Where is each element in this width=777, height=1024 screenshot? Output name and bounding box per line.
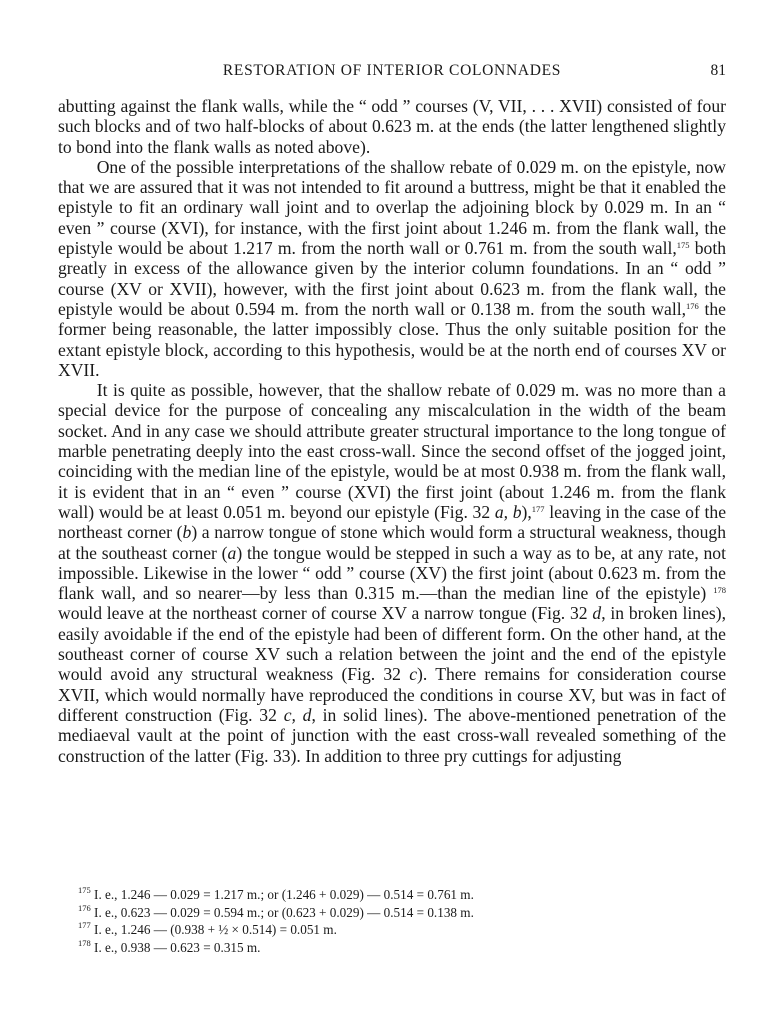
running-title: RESTORATION OF INTERIOR COLONNADES [222, 62, 562, 79]
italic-text: c [409, 664, 418, 685]
footnote-text: I. e., 1.246 — 0.029 = 1.217 m.; or (1.246 + 0.029) — 0.514 = 0.761 m. [90, 887, 474, 902]
body-text [58, 96, 726, 766]
footnote [78, 904, 698, 922]
footnote-text: I. e., 0.938 — 0.623 = 0.315 m. [90, 939, 261, 955]
footnote-ref: 177 [531, 503, 545, 514]
footnote-number: 177 [78, 920, 91, 930]
italic-text: d [592, 603, 602, 624]
footnotes [78, 886, 698, 956]
text-run: ) the tongue would be stepped in such a way as to be, at any rate, not impossible. Likewise in the lower “ odd ” course (XV) the first joint (about 0.623 m. from the flank wall, and so nearer—by less than 0.315 m.—than the median line of the epistyle) [58, 542, 726, 604]
footnote-text: I. e., 1.246 — (0.938 + ½ × 0.514) = 0.051 m. [90, 922, 337, 937]
page-number: 81 [710, 62, 726, 79]
italic-text: b [182, 522, 192, 543]
footnote [78, 939, 698, 957]
footnote [78, 921, 698, 939]
footnote-number: 176 [78, 902, 91, 913]
footnote-ref: 176 [686, 300, 699, 311]
footnote-number: 178 [78, 937, 91, 948]
paragraph-p3 [58, 380, 726, 766]
page-header [58, 62, 726, 84]
text-run: ) a narrow tongue of stone which would form a structural weakness, though at the southeast corner ( [58, 522, 726, 563]
text-run: leaving in the case of the northeast corner ( [58, 501, 727, 543]
text-run: ), [521, 501, 532, 522]
text-run: , in solid lines). The above-mentioned penetration of the mediaeval vault at the point of junction with the east cross-wall revealed something of the construction of the latter (Fig. 33). In addition to three pry cuttings for adjusting [58, 704, 727, 766]
text-run: One of the possible interpretations of the shallow rebate of 0.029 m. on the epistyle, now that we are assured that it was not intended to fit around a buttress, might be that it enabled the epistyle to fit an ordinary wall joint and to overlap the adjoining block by 0.029 m. In an “ even ” course (XVI), for instance, with the first joint about 1.246 m. from the flank wall, the epistyle would be about 1.217 m. from the north wall or 0.761 m. from the south wall, [58, 156, 726, 259]
text-run: both greatly in excess of the allowance given by the interior column foundations. In an “ odd ” course (XV or XVII), however, with the first joint about 0.623 m. from the flank wall, the epistyle would be about 0.594 m. from the north wall or 0.138 m. from the south wall, [58, 238, 726, 319]
italic-text: a, b [494, 501, 522, 522]
footnote [78, 886, 698, 904]
text-run: abutting against the flank walls, while the “ odd ” courses (V, VII, . . . XVII) consisted of four such blocks and of two half-blocks of about 0.623 m. at the ends (the latter lengthened slightly to bond into the flank walls as noted above). [58, 96, 726, 157]
text-run: ). There remains for consideration course XVII, which would normally have reproduced the conditions in course XV, but was in fact of different construction (Fig. 32 [58, 664, 727, 725]
italic-text: c, d [283, 704, 312, 725]
paragraph-p1 [58, 96, 726, 157]
footnote-ref: 175 [676, 240, 690, 251]
text-run: the former being reasonable, the latter impossibly close. Thus the only suitable position for the extant epistyle block, according to this hypothesis, would be at the north end of courses XV or XVII. [58, 298, 726, 380]
footnote-text: I. e., 0.623 — 0.029 = 0.594 m.; or (0.623 + 0.029) — 0.514 = 0.138 m. [90, 904, 474, 920]
text-run: would leave at the northeast corner of course XV a narrow tongue (Fig. 32 [58, 603, 593, 624]
paragraph-p2 [58, 157, 726, 380]
italic-text: a [227, 542, 237, 563]
footnote-number: 175 [78, 885, 91, 895]
text-run: It is quite as possible, however, that the shallow rebate of 0.029 m. was no more than a special device for the purpose of concealing any miscalculation in the width of the beam socket. And in any case we should attribute greater structural importance to the long tongue of marble penetrating deeply into the east cross-wall. Since the second offset of the jogged joint, coinciding with the median line of the epistyle, would be at most 0.938 m. from the flank wall, it is evident that in an “ even ” course (XVI) the first joint (about 1.246 m. from the flank wall) would be at least 0.051 m. beyond our epistyle (Fig. 32 [58, 380, 726, 522]
footnote-ref: 178 [713, 585, 726, 596]
text-run: , in broken lines), easily avoidable if the end of the epistyle had been of different form. On the other hand, at the southeast corner of course XV such a relation between the joint and the end of the epistyle would avoid any structural weakness (Fig. 32 [58, 603, 727, 685]
